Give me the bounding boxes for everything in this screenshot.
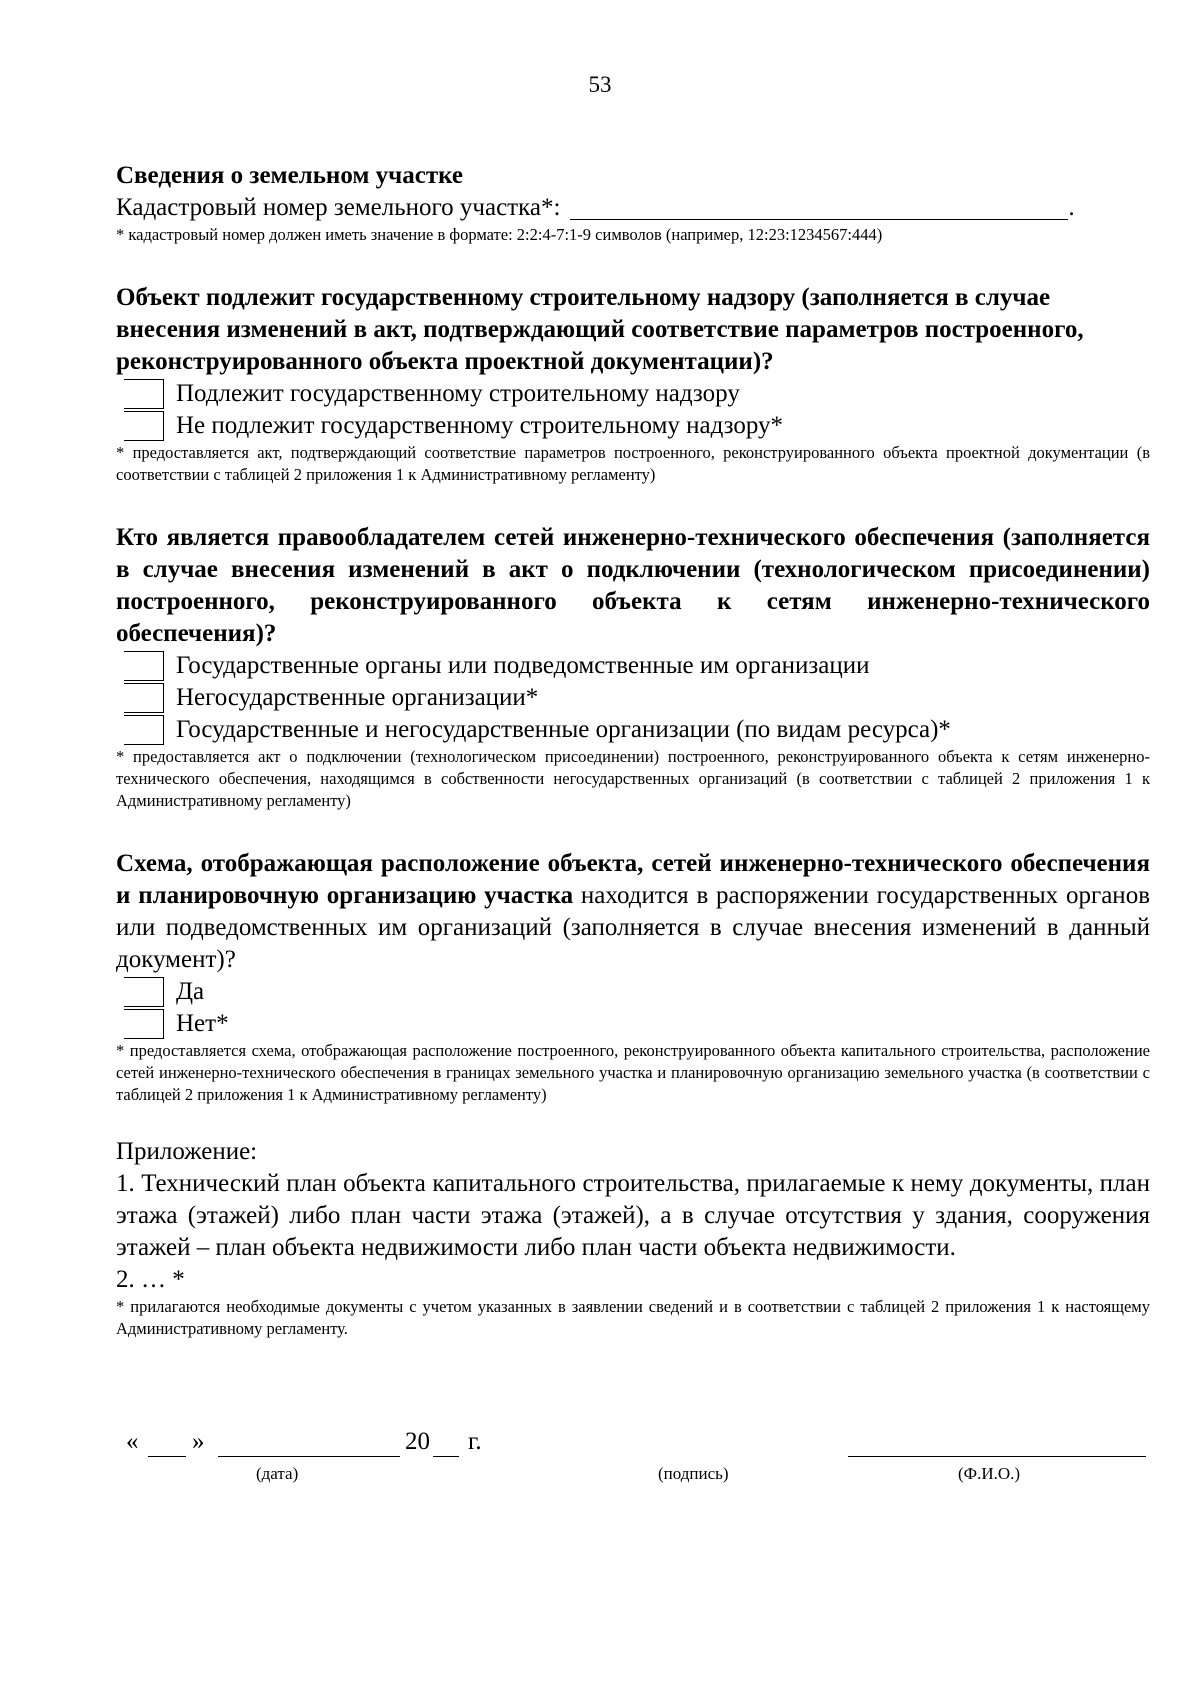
supervision-checkbox-subject[interactable] [124,379,164,409]
networks-option-label: Государственные органы или подведомственные им организации [176,652,870,679]
form-body [116,160,1150,1340]
supervision-note: * предоставляется акт, подтверждающий соответствие параметров построенного, реконструированного объекта проектной документации (в соответствии с таблицей 2 приложения 1 к Административному регламенту) [116,443,1150,484]
year-prefix: 20 [405,1428,430,1455]
date-caption: (дата) [256,1464,299,1483]
cadastral-label: Кадастровый номер земельного участка*: [116,194,561,221]
land-heading: Сведения о земельном участке [116,162,463,189]
quote-close: » [192,1428,205,1455]
supervision-checkbox-not-subject[interactable] [124,411,164,441]
scheme-checkbox-no[interactable] [124,1009,164,1039]
signature-caption: (подпись) [658,1464,729,1483]
networks-option-state[interactable] [116,650,1150,682]
scheme-option-no[interactable] [116,1008,1150,1040]
scheme-note: * предоставляется схема, отображающая расположение построенного, реконструированного объекта капитального строительства, расположение сетей инженерно-технического обеспечения в границах земельного участка и планировочную организацию земельного участка (в соответствии с таблицей 2 приложения 1 к Административному регламенту) [116,1041,1150,1104]
networks-option-mixed[interactable] [116,714,1150,746]
quote-open: « [126,1428,139,1455]
cadastral-row [116,192,1150,224]
supervision-option-label: Подлежит государственному строительному надзору [176,380,740,407]
supervision-option-label: Не подлежит государственному строительному надзору* [176,412,784,439]
networks-note: * предоставляется акт о подключении (технологическом присоединении) построенного, реконструированного объекта к сетям инженерно-технического обеспечения, находящимся в собственности негосударственных организаций (в соответствии с таблицей 2 приложения 1 к Административному регламенту) [116,747,1150,810]
fio-field[interactable] [848,1456,1146,1457]
scheme-question [116,848,1150,976]
networks-option-label: Негосударственные организации* [176,684,539,711]
networks-checkbox-state[interactable] [124,651,164,681]
cadastral-end: . [1068,194,1075,221]
cadastral-number-field[interactable] [570,197,1068,220]
supervision-option-subject[interactable] [116,378,1150,410]
scheme-question-rest: находится в распоряжении государственных органов или подведомственных им организаций (заполняется в случае внесения изменений в данный документ)? [116,882,1150,973]
cadastral-note: * кадастровый номер должен иметь значение в формате: 2:2:4-7:1-9 символов (например, 12:23:1234567:444) [116,225,883,244]
scheme-option-label: Да [176,978,205,1005]
month-field[interactable] [218,1456,400,1457]
scheme-question-bold: Схема, отображающая расположение объекта, сетей инженерно-технического обеспечения и планировочную организацию участка [116,850,1150,909]
networks-question: Кто является правообладателем сетей инженерно-технического обеспечения (заполняется в случае внесения изменений в акт о подключении (технологическом присоединении) построенного, реконструированного объекта к сетям инженерно-технического обеспечения)? [116,524,1150,647]
networks-checkbox-mixed[interactable] [124,715,164,745]
networks-checkbox-nonstate[interactable] [124,683,164,713]
attachment-note: * прилагаются необходимые документы с учетом указанных в заявлении сведений и в соответствии с таблицей 2 приложения 1 к настоящему Административному регламенту. [116,1297,1150,1338]
supervision-question: Объект подлежит государственному строительному надзору (заполняется в случае внесения изменений в акт, подтверждающий соответствие параметров построенного, реконструированного объекта проектной документации)? [116,284,1084,375]
networks-option-label: Государственные и негосударственные организации (по видам ресурса)* [176,716,951,743]
scheme-option-label: Нет* [176,1010,229,1037]
year-suffix: г. [468,1428,482,1455]
attachment-item-2: 2. … * [116,1266,185,1293]
supervision-option-not-subject[interactable] [116,410,1150,442]
attachment-item-1: 1. Технический план объекта капитального строительства, прилагаемые к нему документы, план этажа (этажей) либо план части этажа (этажей), а в случае отсутствия у здания, сооружения этажей – план объекта недвижимости либо план части объекта недвижимости. [116,1170,1150,1261]
year-field[interactable] [433,1456,459,1457]
scheme-checkbox-yes[interactable] [124,977,164,1007]
fio-caption: (Ф.И.О.) [958,1464,1021,1483]
networks-option-nonstate[interactable] [116,682,1150,714]
scheme-option-yes[interactable] [116,976,1150,1008]
day-field[interactable] [148,1456,186,1457]
attachment-title: Приложение: [116,1138,258,1165]
page-number: 53 [588,72,612,97]
